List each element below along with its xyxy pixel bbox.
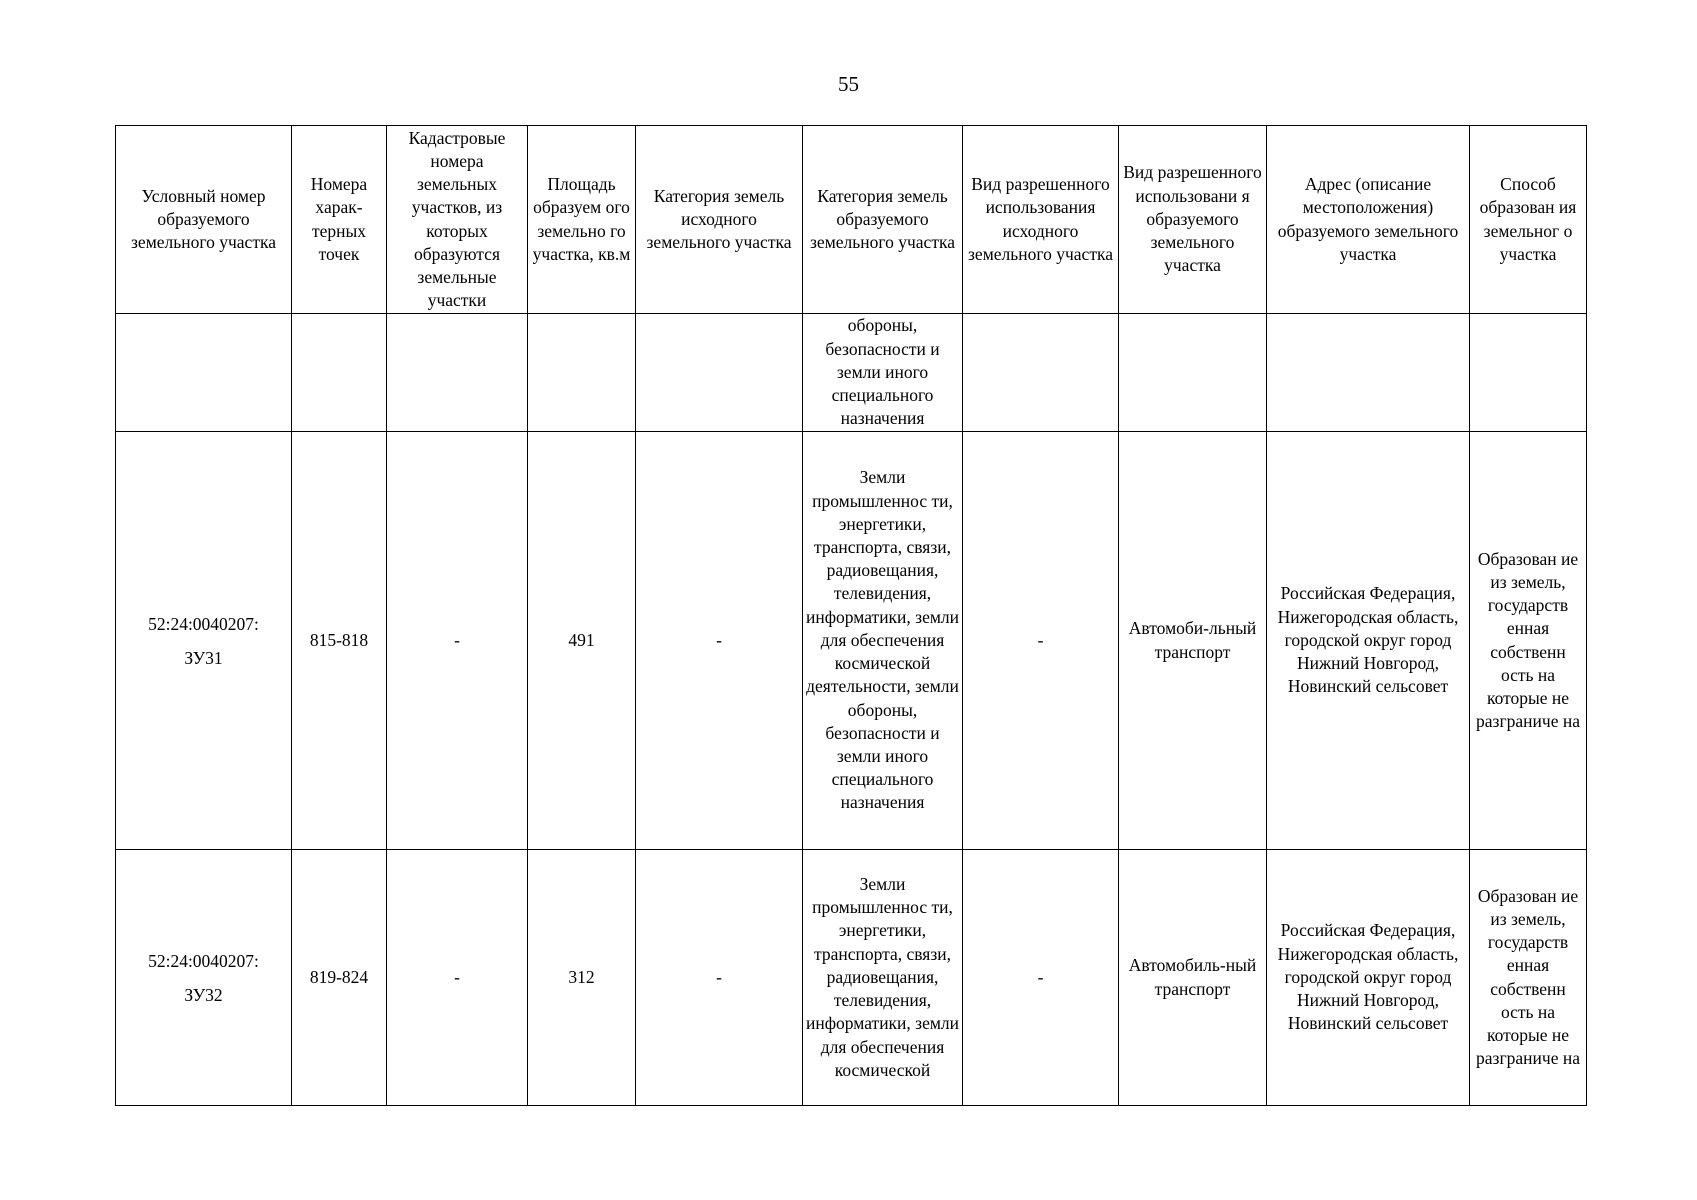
cell-points: 819-824 (292, 850, 387, 1106)
header-use: Вид разрешенного использовани я образуемого земельного участка (1119, 126, 1267, 314)
cell-method: Образован ие из земель, государств енная собственн ость на которые не разграниче на (1470, 850, 1587, 1106)
header-method: Способ образован ия земельног о участка (1470, 126, 1587, 314)
cell-source-category: - (636, 432, 803, 850)
cell-source-category: - (636, 850, 803, 1106)
table-row (116, 850, 1587, 1106)
header-plot-number: Условный номер образуемого земельного участка (116, 126, 292, 314)
cell-source-use: - (963, 432, 1119, 850)
cell-empty (1119, 314, 1267, 432)
cell-category: Земли промышленнос ти, энергетики, транспорта, связи, радиовещания, телевидения, информатики, земли для обеспечения космической деятельности, земли обороны, безопасности и земли иного специального назначения (803, 432, 963, 850)
cell-address: Российская Федерация, Нижегородская область, городской округ город Нижний Новгород, Новинский сельсовет (1267, 432, 1470, 850)
cell-empty (1267, 314, 1470, 432)
cell-empty (387, 314, 528, 432)
header-area: Площадь образуем ого земельно го участка, кв.м (528, 126, 636, 314)
cell-use: Автомоби-льный транспорт (1119, 432, 1267, 850)
cell-cadastral: - (387, 850, 528, 1106)
table-header-row (116, 126, 1587, 314)
cell-empty (116, 314, 292, 432)
cell-empty (1470, 314, 1587, 432)
table-row-continuation (116, 314, 1587, 432)
cell-cadastral: - (387, 432, 528, 850)
cell-plot-number: 52:24:0040207: ЗУ32 (116, 850, 292, 1106)
header-source-use: Вид разрешенного использования исходного земельного участка (963, 126, 1119, 314)
header-address: Адрес (описание местоположения) образуемого земельного участка (1267, 126, 1470, 314)
cell-address: Российская Федерация, Нижегородская область, городской округ город Нижний Новгород, Новинский сельсовет (1267, 850, 1470, 1106)
table-row (116, 432, 1587, 850)
cell-empty (636, 314, 803, 432)
cell-category: Земли промышленнос ти, энергетики, транспорта, связи, радиовещания, телевидения, информатики, земли для обеспечения космической (803, 850, 963, 1106)
land-plots-table (115, 125, 1587, 1106)
cell-category: обороны, безопасности и земли иного специального назначения (803, 314, 963, 432)
cell-method: Образован ие из земель, государств енная собственн ость на которые не разграниче на (1470, 432, 1587, 850)
header-category: Категория земель образуемого земельного участка (803, 126, 963, 314)
cell-area: 491 (528, 432, 636, 850)
header-points: Номера харак-терных точек (292, 126, 387, 314)
cell-empty (528, 314, 636, 432)
cell-points: 815-818 (292, 432, 387, 850)
cell-source-use: - (963, 850, 1119, 1106)
header-cadastral-numbers: Кадастровые номера земельных участков, из которых образуются земельные участки (387, 126, 528, 314)
cell-use: Автомобиль-ный транспорт (1119, 850, 1267, 1106)
header-source-category: Категория земель исходного земельного участка (636, 126, 803, 314)
cell-plot-number: 52:24:0040207: ЗУ31 (116, 432, 292, 850)
cell-empty (292, 314, 387, 432)
cell-area: 312 (528, 850, 636, 1106)
cell-empty (963, 314, 1119, 432)
page-number: 55 (838, 72, 859, 96)
